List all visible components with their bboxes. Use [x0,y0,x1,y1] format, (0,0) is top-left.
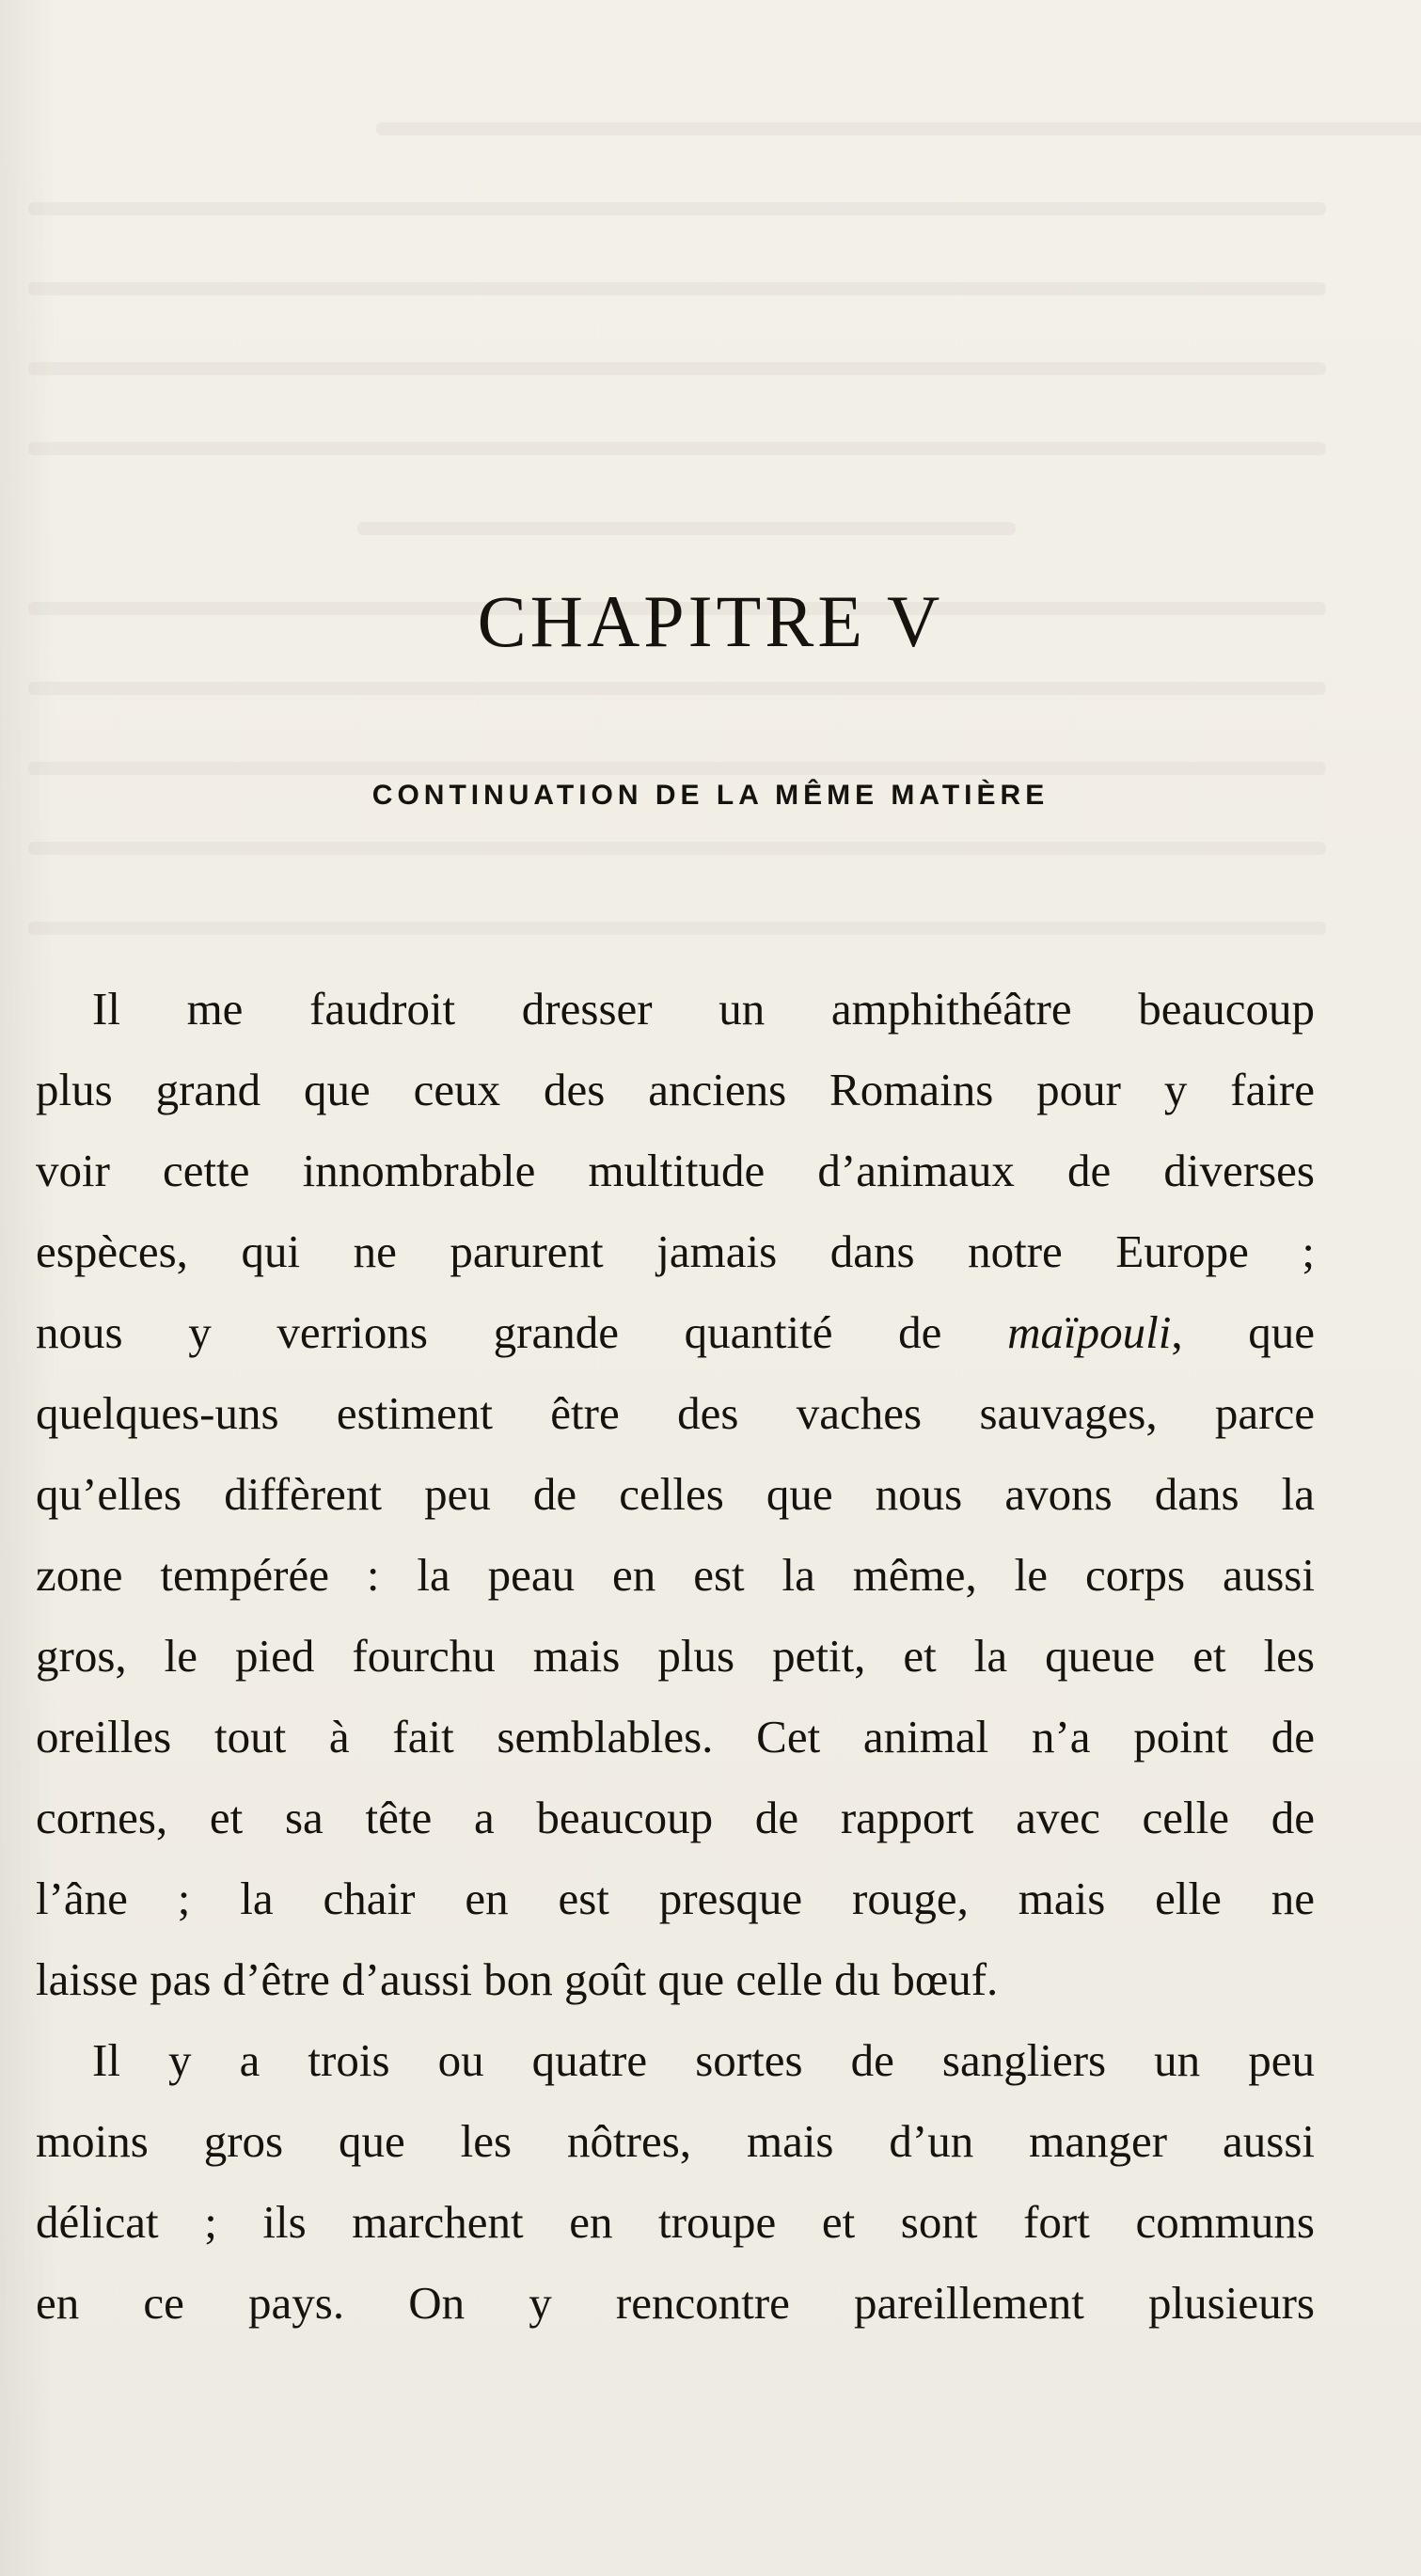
text-line: quelques-uns estiment être des vaches sauvages, parce [36,1387,1315,1439]
text-line: délicat ; ils marchent en troupe et sont fort communs [36,2196,1315,2248]
text-run: nous y verrions grande quantité de [36,1306,1008,1358]
chapter-title: CHAPITRE V [477,580,944,662]
text-line: gros, le pied fourchu mais plus petit, et la queue et les [36,1630,1315,1682]
text-line: cornes, et sa tête a beaucoup de rapport avec celle de [36,1792,1315,1843]
text-line: Il me faudroit dresser un amphithéâtre beaucoup [92,983,1315,1035]
text-line [36,1292,1315,1373]
chapter-subtitle: CONTINUATION DE LA MÊME MATIÈRE [371,780,1050,811]
body-text [36,969,1315,2344]
text-line: espèces, qui ne parurent jamais dans notre Europe ; [36,1225,1315,1277]
text-line: qu’elles diffèrent peu de celles que nous avons dans la [36,1468,1315,1520]
text-line: laisse pas d’être d’aussi bon goût que celle du bœuf. [36,1953,999,2005]
text-line: voir cette innombrable multitude d’animaux de diverses [36,1145,1315,1196]
text-line: moins gros que les nôtres, mais d’un manger aussi [36,2115,1315,2167]
text-line: plus grand que ceux des anciens Romains pour y faire [36,1064,1315,1115]
text-line: zone tempérée : la peau en est la même, le corps aussi [36,1549,1315,1601]
text-line: oreilles tout à fait semblables. Cet animal n’a point de [36,1711,1315,1762]
text-line: l’âne ; la chair en est presque rouge, mais elle ne [36,1873,1315,1924]
text-run: , que [1171,1306,1316,1358]
italic-term: maïpouli [1007,1306,1172,1358]
text-line: Il y a trois ou quatre sortes de sangliers un peu [92,2034,1315,2086]
text-line: en ce pays. On y rencontre pareillement plusieurs [36,2277,1315,2329]
